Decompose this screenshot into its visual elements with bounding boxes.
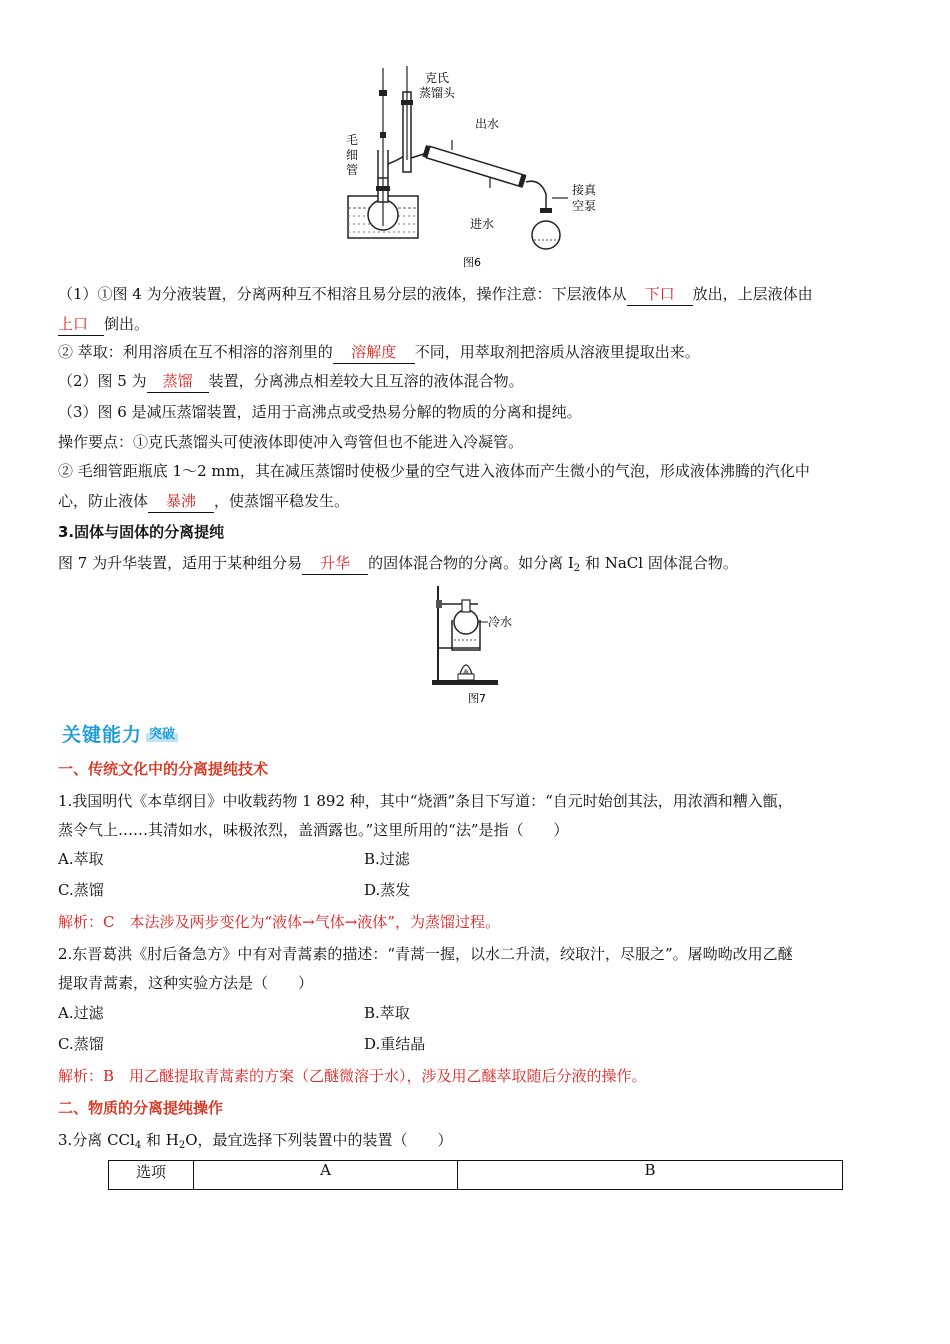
blank-answer-upper-outlet: 上口 <box>58 313 104 336</box>
section-heading-traditional-culture: 一、传统文化中的分离提纯技术 <box>58 760 269 778</box>
label-kleshi: 克氏 <box>425 71 450 85</box>
banner-main-title: 关键能力 <box>62 724 143 746</box>
question-2-text-line1: 2.东晋葛洪《肘后备急方》中有对青蒿素的描述：“青蒿一握，以水二升渍，绞取汁，尽服之”。屠呦呦改用乙醚 <box>58 945 793 963</box>
question-1-text-line1: 1.我国明代《本草纲目》中收载药物 1 892 种，其中“烧酒”条目下写道：“自元时始创其法，用浓酒和糟入甑， <box>58 792 793 810</box>
label-vacuum-1: 接真 <box>572 183 597 197</box>
question-2-answer-explanation: 解析：B 用乙醚提取青蒿素的方案（乙醚微溶于水），涉及用乙醚萃取随后分液的操作。 <box>58 1067 647 1085</box>
paragraph-distillation: （2）图 5 为 蒸馏 装置，分离沸点相差较大且互溶的液体混合物。 <box>58 370 524 393</box>
blank-answer-distillation: 蒸馏 <box>147 370 209 393</box>
question-1-option-c: C.蒸馏 <box>58 881 104 899</box>
question-2-option-c: C.蒸馏 <box>58 1035 104 1053</box>
paragraph-separation-funnel-cont: 上口 倒出。 <box>58 313 149 336</box>
paragraph-separation-funnel: （1）①图 4 为分液装置，分离两种互不相溶且易分层的液体，操作注意：下层液体从 下口 放出，上层液体由 <box>58 283 813 306</box>
question-1-text-line2: 蒸令气上……其清如水，味极浓烈，盖酒露也。”这里所用的“法”是指（ ） <box>58 821 569 839</box>
heading-solid-separation: 3.固体与固体的分离提纯 <box>58 523 225 541</box>
blank-answer-solubility: 溶解度 <box>333 341 415 364</box>
paragraph-operation-points: 操作要点：①克氏蒸馏头可使液体即使冲入弯管但也不能进入冷凝管。 <box>58 433 524 451</box>
label-cold-water: 冷水 <box>488 615 513 629</box>
apparatus-options-table <box>108 1160 843 1190</box>
paragraph-sublimation: 图 7 为升华装置，适用于某种组分易 升华 的固体混合物的分离。如分离 $I_2$ 和 NaCl 固体混合物。 <box>58 554 738 574</box>
figure-6-caption: 图6 <box>463 256 481 269</box>
figure-7-caption: 图7 <box>468 692 486 705</box>
question-1-option-d: D.蒸发 <box>364 881 411 899</box>
table-cell-b: B <box>458 1161 843 1190</box>
label-kleshi-head: 蒸馏头 <box>419 86 456 100</box>
question-1-option-b: B.过滤 <box>364 850 410 868</box>
paragraph-capillary-cont: 心，防止液体 暴沸 ，使蒸馏平稳发生。 <box>58 490 349 513</box>
paragraph-capillary: ② 毛细管距瓶底 1～2 mm，其在减压蒸馏时使极少量的空气进入液体而产生微小的气泡，形成液体沸腾的汽化中 <box>58 462 810 480</box>
question-2-option-a: A.过滤 <box>58 1004 104 1022</box>
label-capillary-3: 管 <box>346 163 359 177</box>
section-heading-separation-operations: 二、物质的分离提纯操作 <box>58 1099 224 1117</box>
label-capillary-2: 细 <box>346 148 359 162</box>
table-header-row <box>109 1161 843 1190</box>
banner-tag: 突破 <box>146 723 178 742</box>
label-water-inlet: 进水 <box>470 217 495 231</box>
question-3-text: 3.分离 CCl$_4$ 和 $H_2O$，最宜选择下列装置中的装置（ ） <box>58 1131 453 1151</box>
question-1-option-a: A.萃取 <box>58 850 104 868</box>
paragraph-vacuum-distillation: （3）图 6 是减压蒸馏装置，适用于高沸点或受热易分解的物质的分离和提纯。 <box>58 403 582 421</box>
paragraph-extraction: ② 萃取：利用溶质在互不相溶的溶剂里的 溶解度 不同，用萃取剂把溶质从溶液里提取出来。 <box>58 341 700 364</box>
blank-answer-lower-outlet: 下口 <box>627 283 693 306</box>
label-water-outlet: 出水 <box>475 117 500 131</box>
figure-6-vacuum-distillation-diagram <box>340 60 620 275</box>
figure-7-sublimation-diagram <box>430 582 530 710</box>
question-2-text-line2: 提取青蒿素，这种实验方法是（ ） <box>58 974 314 992</box>
table-cell-a: A <box>194 1161 458 1190</box>
label-vacuum-2: 空泵 <box>572 199 597 213</box>
question-1-answer-explanation: 解析：C 本法涉及两步变化为“液体→气体→液体”，为蒸馏过程。 <box>58 913 500 931</box>
question-2-option-b: B.萃取 <box>364 1004 410 1022</box>
section-banner-key-ability <box>62 720 178 747</box>
table-cell-option-label: 选项 <box>109 1161 194 1190</box>
question-2-option-d: D.重结晶 <box>364 1035 426 1053</box>
label-capillary-1: 毛 <box>346 133 359 147</box>
blank-answer-bumping: 暴沸 <box>148 490 214 513</box>
blank-answer-sublimation: 升华 <box>302 552 368 575</box>
